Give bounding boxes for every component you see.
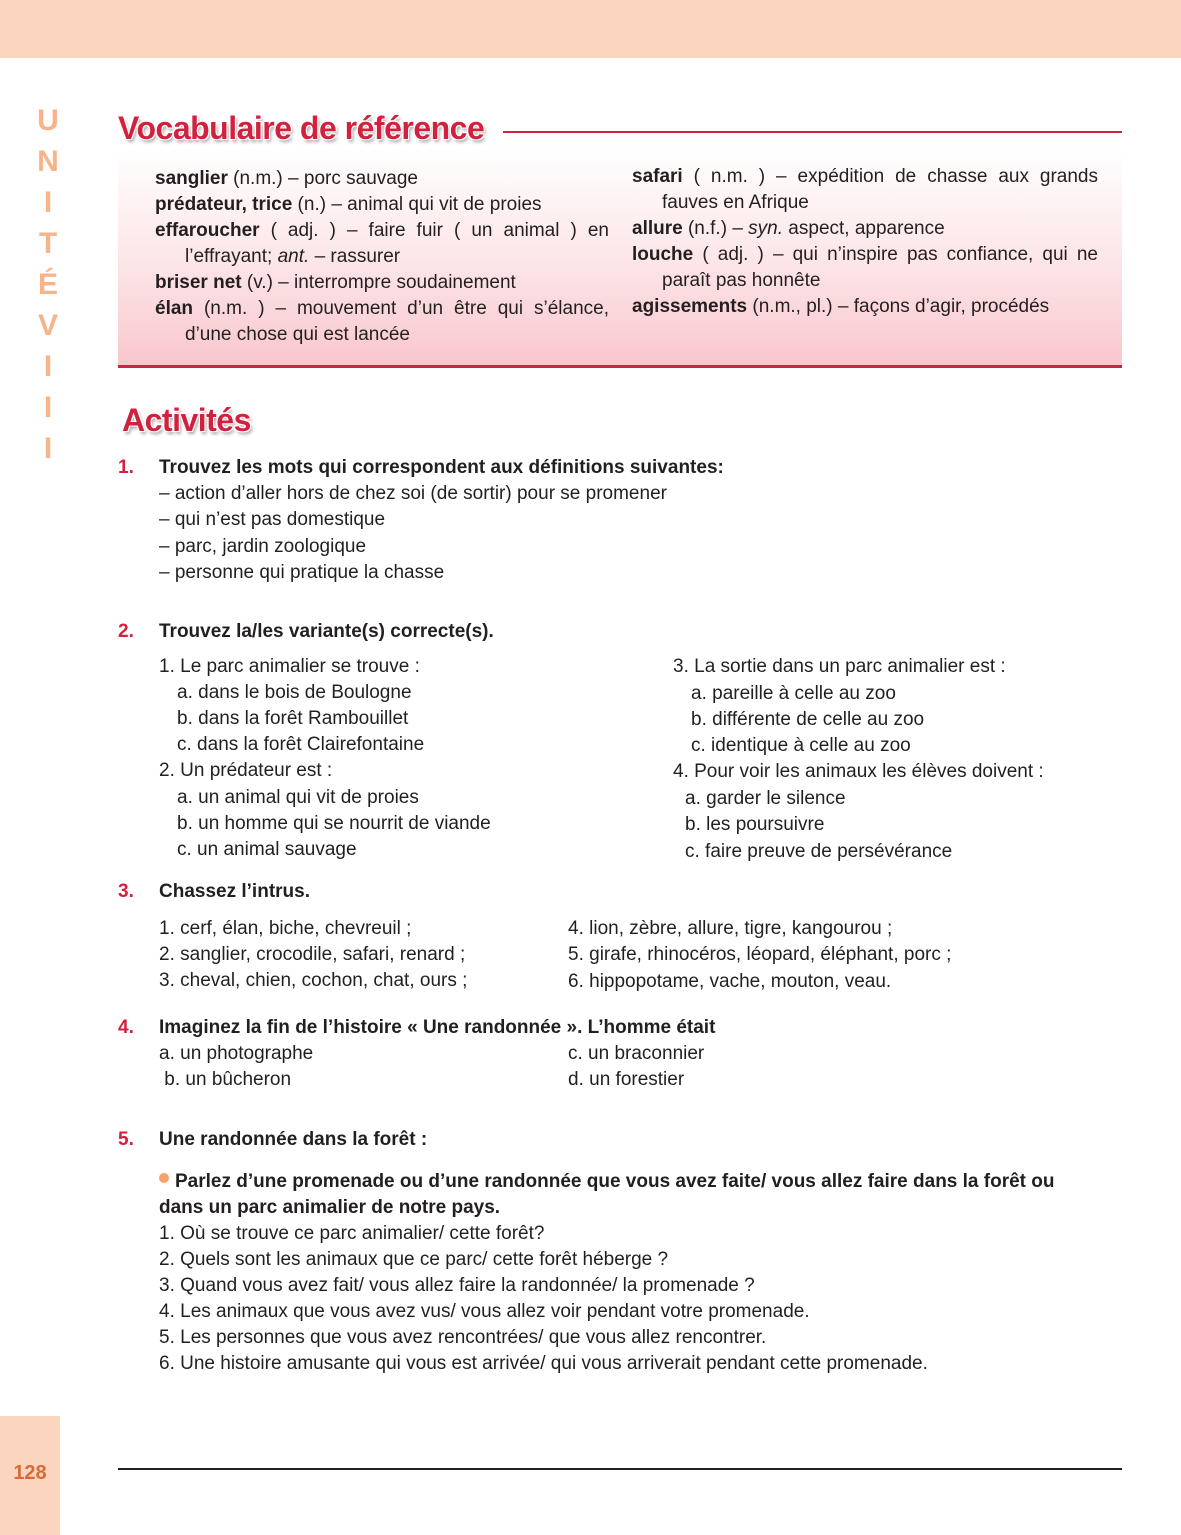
activity-number: 5. [118,1129,134,1150]
list-item: 1. cerf, élan, biche, chevreuil ; [159,918,412,939]
vocab-entry: prédateur, trice (n.) – animal qui vit de proies [155,194,542,215]
prompt-line: Parlez d’une promenade ou d’une randonnée que vous avez faite/ vous allez faire dans la forêt ou [159,1169,1054,1195]
option-line: a. un animal qui vit de proies [177,787,419,808]
option-line: a. un photographe [159,1043,314,1064]
activity-title: Imaginez la fin de l’histoire « Une randonnée ». L’homme était [159,1017,716,1038]
option-line: b. dans la forêt Rambouillet [177,708,409,729]
list-item: – action d’aller hors de chez soi (de sortir) pour se promener [159,483,667,504]
unit-side-label [28,100,68,465]
side-letter: T [38,227,58,260]
bullet-icon [159,1173,169,1183]
vocab-heading-rule [503,131,1122,133]
question-line: 2. Quels sont les animaux que ce parc/ cette forêt héberge ? [159,1249,669,1270]
question-line: 2. Un prédateur est : [159,760,333,781]
list-item: 5. girafe, rhinocéros, léopard, éléphant, porc ; [568,944,952,965]
option-line: a. garder le silence [685,788,846,809]
option-line: b. les poursuivre [685,814,825,835]
question-line: 4. Pour voir les animaux les élèves doivent : [673,761,1044,782]
activity-title: Une randonnée dans la forêt : [159,1129,428,1150]
option-line: b. un bûcheron [159,1069,292,1090]
footer-rule [118,1468,1122,1470]
list-item: 4. lion, zèbre, allure, tigre, kangourou ; [568,918,893,939]
activity-number: 3. [118,881,134,902]
option-line: c. un animal sauvage [177,839,357,860]
option-line: c. faire preuve de persévérance [685,841,953,862]
side-letter: I [43,391,53,424]
side-letter: I [43,432,53,465]
question-line: 6. Une histoire amusante qui vous est arrivée/ qui vous arriverait pendant cette promenade. [159,1353,928,1374]
activity-5 [118,1127,1122,1387]
activities-heading: Activités [122,402,251,438]
vocab-entry: safari ( n.m. ) – expédition de chasse aux grands fauves en Afrique [632,166,1098,213]
list-item: 3. cheval, chien, cochon, chat, ours ; [159,970,468,991]
prompt-line: dans un parc animalier de notre pays. [159,1197,501,1218]
option-line: c. un braconnier [568,1043,705,1064]
list-item: 6. hippopotame, vache, mouton, veau. [568,971,892,992]
page-number: 128 [13,1462,47,1484]
side-letter: I [43,350,53,383]
side-letter: É [37,268,58,301]
activity-title: Trouvez les mots qui correspondent aux définitions suivantes: [159,457,724,478]
vocab-entry: allure (n.f.) – syn. aspect, apparence [632,218,945,239]
option-line: b. différente de celle au zoo [691,709,925,730]
question-line: 1. Le parc animalier se trouve : [159,656,420,677]
vocab-column-left [155,166,609,348]
question-line: 3. La sortie dans un parc animalier est : [673,656,1006,677]
list-item: 2. sanglier, crocodile, safari, renard ; [159,944,466,965]
vocab-entry: effaroucher ( adj. ) – faire fuir ( un animal ) en l’effrayant; ant. – rassurer [155,220,609,267]
activity-1 [118,455,1122,585]
activity-2 [118,619,1122,869]
side-letter: N [37,145,59,178]
option-line: d. un forestier [568,1069,685,1090]
vocab-box [118,148,1122,368]
vocab-entry: agissements (n.m., pl.) – façons d’agir, procédés [632,296,1050,317]
question-line: 4. Les animaux que vous avez vus/ vous allez voir pendant votre promenade. [159,1301,810,1322]
vocab-entry: sanglier (n.m.) – porc sauvage [155,168,418,189]
activity-number: 1. [118,457,134,478]
option-line: c. dans la forêt Clairefontaine [177,734,425,755]
side-letter: I [43,186,53,219]
side-letter: U [37,104,59,137]
list-item: – parc, jardin zoologique [159,536,367,557]
question-line: 5. Les personnes que vous avez rencontrées/ que vous allez rencontrer. [159,1327,767,1348]
activity-4 [118,1015,1122,1095]
vocab-heading: Vocabulaire de référence [118,110,485,146]
top-band [0,0,1181,58]
question-line: 3. Quand vous avez fait/ vous allez faire la randonnée/ la promenade ? [159,1275,755,1296]
option-line: b. un homme qui se nourrit de viande [177,813,491,834]
option-line: a. dans le bois de Boulogne [177,682,412,703]
activity-number: 2. [118,621,134,642]
activity-title: Chassez l’intrus. [159,881,310,902]
vocab-entry: briser net (v.) – interrompre soudainement [155,272,516,293]
list-item: – qui n’est pas domestique [159,509,386,530]
activity-number: 4. [118,1017,134,1038]
option-line: a. pareille à celle au zoo [691,683,896,704]
question-line: 1. Où se trouve ce parc animalier/ cette forêt? [159,1223,545,1244]
option-line: c. identique à celle au zoo [691,735,911,756]
vocab-entry: élan (n.m. ) – mouvement d’un être qui s’élance, d’une chose qui est lancée [155,298,609,345]
list-item: – personne qui pratique la chasse [159,562,445,583]
side-letter: V [37,309,58,342]
activity-title: Trouvez la/les variante(s) correcte(s). [159,621,494,642]
vocab-column-right [632,164,1098,320]
vocab-entry: louche ( adj. ) – qui n’inspire pas confiance, qui ne paraît pas honnête [632,244,1098,291]
activity-3 [118,879,1122,999]
